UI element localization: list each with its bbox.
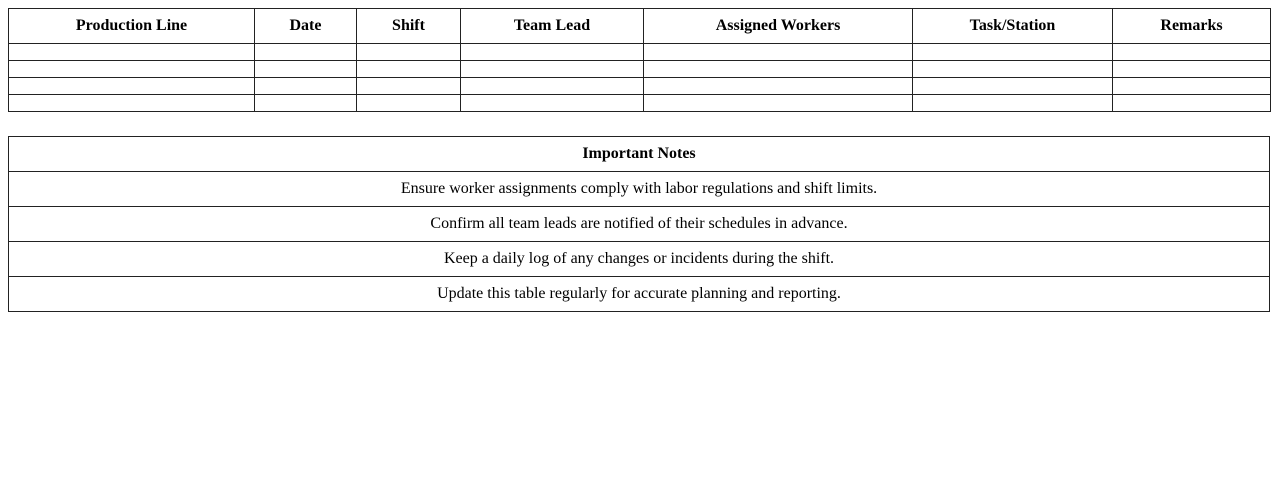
table-cell (357, 61, 461, 78)
column-header-production-line: Production Line (9, 9, 255, 44)
column-header-shift: Shift (357, 9, 461, 44)
table-cell (913, 61, 1113, 78)
table-cell (461, 44, 644, 61)
table-cell (255, 78, 357, 95)
notes-table (8, 136, 1270, 312)
table-cell (644, 78, 913, 95)
list-item (9, 207, 1270, 242)
table-row (9, 95, 1271, 112)
table-cell (913, 44, 1113, 61)
column-header-team-lead: Team Lead (461, 9, 644, 44)
table-cell (9, 44, 255, 61)
list-item (9, 277, 1270, 312)
list-item (9, 242, 1270, 277)
schedule-table (8, 8, 1271, 112)
table-cell (1113, 44, 1271, 61)
table-cell (255, 61, 357, 78)
table-cell (644, 95, 913, 112)
table-cell (913, 78, 1113, 95)
column-header-assigned-workers: Assigned Workers (644, 9, 913, 44)
table-cell (1113, 95, 1271, 112)
notes-header-row (9, 137, 1270, 172)
table-cell (644, 44, 913, 61)
table-cell (9, 95, 255, 112)
note-text: Confirm all team leads are notified of their schedules in advance. (9, 207, 1270, 242)
note-text: Update this table regularly for accurate planning and reporting. (9, 277, 1270, 312)
table-cell (357, 95, 461, 112)
notes-title: Important Notes (9, 137, 1270, 172)
table-row (9, 61, 1271, 78)
table-cell (644, 61, 913, 78)
table-cell (913, 95, 1113, 112)
table-cell (357, 78, 461, 95)
table-cell (461, 61, 644, 78)
column-header-remarks: Remarks (1113, 9, 1271, 44)
table-cell (1113, 61, 1271, 78)
table-cell (9, 61, 255, 78)
column-header-date: Date (255, 9, 357, 44)
table-row (9, 78, 1271, 95)
table-cell (461, 95, 644, 112)
table-cell (357, 44, 461, 61)
table-row (9, 44, 1271, 61)
note-text: Keep a daily log of any changes or incidents during the shift. (9, 242, 1270, 277)
table-cell (255, 95, 357, 112)
table-cell (255, 44, 357, 61)
table-cell (461, 78, 644, 95)
note-text: Ensure worker assignments comply with labor regulations and shift limits. (9, 172, 1270, 207)
column-header-task-station: Task/Station (913, 9, 1113, 44)
table-cell (1113, 78, 1271, 95)
table-cell (9, 78, 255, 95)
list-item (9, 172, 1270, 207)
schedule-header-row (9, 9, 1271, 44)
